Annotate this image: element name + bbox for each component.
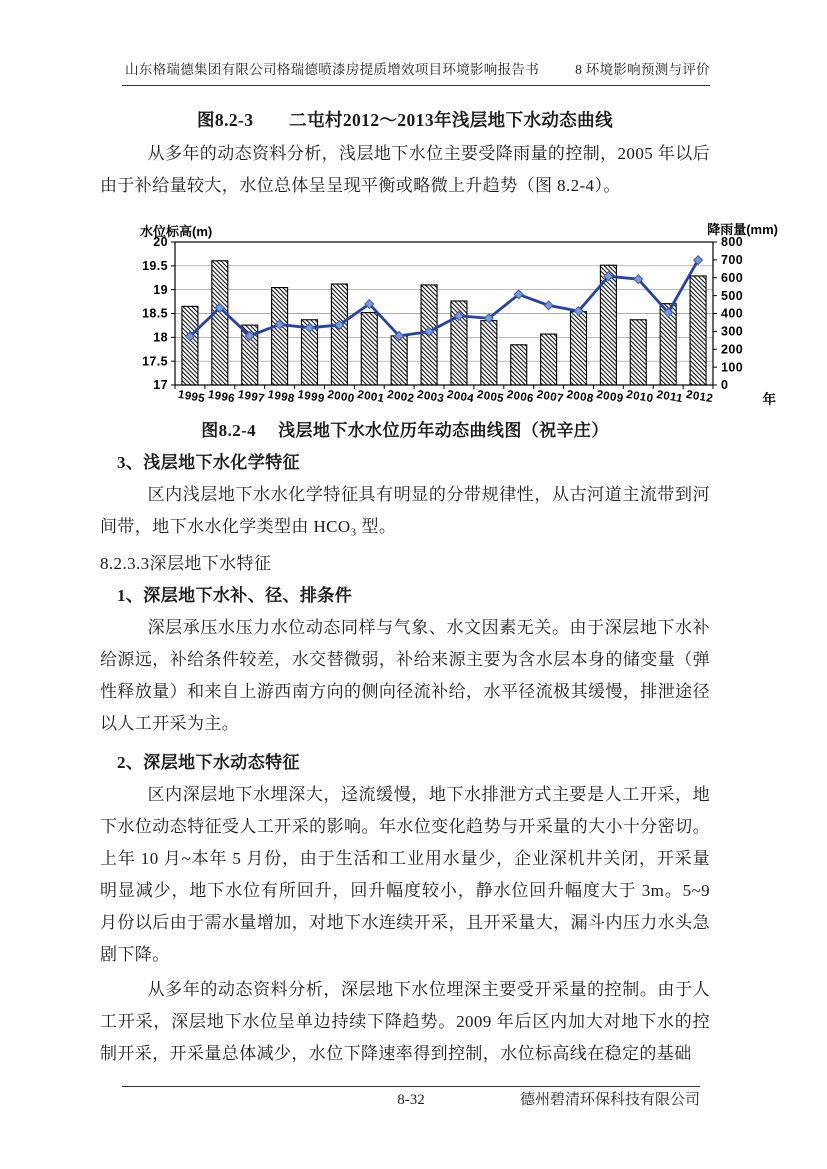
svg-text:0: 0	[721, 378, 729, 393]
paragraph-deep-trend: 从多年的动态资料分析，深层地下水位埋深主要受开采量的控制。由于人工开采，深层地下水位呈单边持续下降趋势。2009 年后区内加大对地下水的控制开采，开采量总体减少，水位下降速率得到控制，水位标高线在稳定的基础	[100, 980, 710, 1063]
svg-text:300: 300	[721, 324, 744, 339]
svg-text:1996: 1996	[206, 388, 236, 406]
svg-text:2002: 2002	[386, 388, 416, 406]
svg-text:2011: 2011	[655, 388, 684, 406]
svg-text:19.5: 19.5	[142, 259, 168, 274]
right-axis-ticks	[713, 235, 743, 392]
figure-8-2-4-caption: 图8.2-4 浅层地下水水位历年动态曲线图（祝辛庄）	[201, 421, 609, 440]
heading-shallow-chem: 3、浅层地下水化学特征	[117, 453, 300, 472]
svg-text:2004: 2004	[446, 388, 475, 406]
svg-text:1998: 1998	[266, 388, 296, 406]
svg-text:2007: 2007	[535, 388, 565, 406]
svg-text:17: 17	[153, 378, 168, 393]
svg-text:2008: 2008	[565, 388, 595, 406]
heading-deep-section: 8.2.3.3深层地下水特征	[100, 554, 272, 573]
left-axis-title: 水位标高(m)	[140, 224, 213, 239]
paragraph-deep-dynamic: 区内深层地下水埋深大，迳流缓慢，地下水排泄方式主要是人工开采，地下水位动态特征受人工开采的影响。年水位变化趋势与开采量的大小十分密切。上年 10 月~本年 5 月份，由于生活和工业用水量少，企业深机井关闭，开采量明显减少，地下水位有所回升，回升幅度较小，静水位回升幅度大于 3m。5~9 月份以后由于需水量增加，对地下水连续开采，且开采量大，漏斗内压力水头急剧下降。	[100, 785, 710, 964]
svg-text:19: 19	[153, 282, 168, 297]
svg-text:2001: 2001	[356, 388, 386, 406]
svg-text:700: 700	[721, 253, 744, 268]
svg-text:20: 20	[153, 235, 168, 250]
header-left-text: 山东格瑞德集团有限公司格瑞德喷漆房提质增效项目环境影响报告书	[125, 62, 539, 77]
svg-text:1995: 1995	[177, 388, 206, 406]
page-number: 8-32	[397, 1092, 425, 1108]
groundwater-dynamic-chart	[140, 224, 778, 416]
svg-text:2003: 2003	[416, 388, 446, 406]
x-axis-ticks	[175, 385, 714, 405]
paragraph-overview: 从多年的动态资料分析，浅层地下水位主要受降雨量的控制，2005 年以后由于补给量较大，水位总体呈呈现平衡或略微上升趋势（图 8.2-4）。	[100, 144, 710, 195]
left-axis-ticks	[142, 235, 175, 392]
figure-8-2-3-title: 图8.2-3 二屯村2012～2013年浅层地下水动态曲线	[197, 110, 613, 130]
right-axis-title: 降雨量(mm)	[707, 222, 778, 237]
svg-text:18.5: 18.5	[142, 306, 168, 321]
svg-text:2006: 2006	[505, 388, 535, 406]
svg-text:2005: 2005	[475, 388, 505, 406]
svg-text:100: 100	[721, 360, 744, 375]
paragraph-deep-recharge: 深层承压水压力水位动态同样与气象、水文因素无关。由于深层地下水补给源远，补给条件较差，水交替微弱，补给来源主要为含水层本身的储变量（弹性释放量）和来自上游西南方向的侧向径流补给，水平径流极其缓慢，排泄途径以人工开采为主。	[100, 618, 710, 733]
svg-text:2012: 2012	[685, 388, 715, 406]
svg-text:200: 200	[721, 342, 744, 357]
x-axis-title: 年	[762, 392, 776, 407]
svg-text:400: 400	[721, 306, 744, 321]
water-level-markers	[186, 256, 703, 341]
page-footer	[122, 1086, 700, 1113]
svg-text:2000: 2000	[326, 388, 356, 406]
svg-text:800: 800	[721, 235, 744, 250]
heading-deep-recharge: 1、深层地下水补、径、排条件	[117, 586, 353, 605]
svg-text:600: 600	[721, 270, 744, 285]
header-right-text: 8 环境影响预测与评价	[575, 62, 710, 77]
svg-text:2010: 2010	[625, 388, 655, 406]
paragraph-shallow-chem: 区内浅层地下水水化学特征具有明显的分带规律性，从古河道主流带到河间带，地下水水化学类型由 HCO₃ 型。	[100, 485, 710, 536]
page-header	[122, 58, 710, 86]
svg-text:500: 500	[721, 288, 744, 303]
company-name: 德州碧清环保科技有限公司	[519, 1092, 700, 1108]
svg-text:1997: 1997	[236, 388, 266, 406]
svg-text:1999: 1999	[296, 388, 326, 406]
water-level-line	[190, 260, 698, 336]
svg-text:2009: 2009	[595, 388, 625, 406]
page-body	[100, 96, 778, 1070]
heading-deep-dynamic: 2、深层地下水动态特征	[117, 753, 300, 772]
svg-text:17.5: 17.5	[142, 354, 168, 369]
svg-text:18: 18	[153, 330, 168, 345]
chart-svg	[140, 224, 778, 416]
